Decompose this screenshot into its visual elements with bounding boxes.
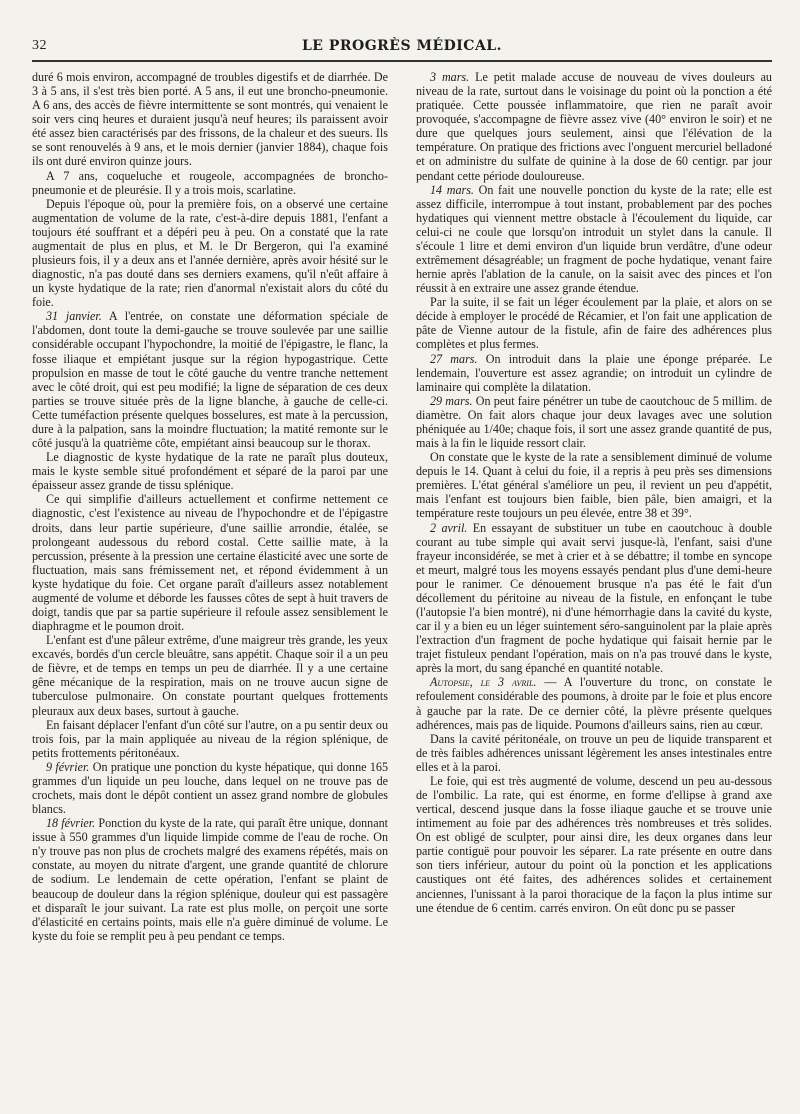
paragraph xyxy=(32,70,388,169)
journal-title: LE PROGRÈS MÉDICAL. xyxy=(301,38,503,54)
paragraph-text: Depuis l'époque où, pour la première fois, on a observé une certaine augmentation de volume de la rate, c'est-à-dire depuis 1881, l'enfant a toujours été souffrant et a dépéri peu à peu. On a constaté que la rate augmentait de plus en plus, et M. le Dr Bergeron, qui l'a examiné plusieurs fois, il y a deux ans et l'année dernière, après avoir hésité sur le diagnostic, n'a pas douté dans ses derniers examens, qu'il n'eût affaire à un kyste hydatique de la rate; rien d'anormal n'existait alors du côté du foie. xyxy=(32,196,388,310)
paragraph xyxy=(416,183,772,296)
paragraph-text: On introduit dans la plaie une éponge préparée. Le lendemain, l'ouverture est assez agrandie; on introduit un cylindre de laminaire qui complète la dilatation. xyxy=(416,351,773,394)
paragraph-text: Dans la cavité péritonéale, on trouve un peu de liquide transparent et de très faibles adhérences unissant légèrement les anses intestinales entre elles et à la paroi. xyxy=(416,731,772,774)
paragraph-text: En faisant déplacer l'enfant d'un côté sur l'autre, on a pu sentir deux ou trois fois, par la main appliquée au niveau de la région splénique, de petits frottements péritonéaux. xyxy=(32,717,388,760)
page xyxy=(32,38,772,943)
header-rule xyxy=(32,60,772,62)
paragraph-text: A l'entrée, on constate une déformation spéciale de l'abdomen, dont toute la demi-gauche se trouve soulevée par une saillie considérable occupant l'hypochondre, la moitié de l'épigastre, le flanc, la fosse iliaque et empiétant jusque sur la région hypogastrique. Cette propulsion en masse de tout le côté gauche du ventre tranche nettement avec le côté droit, qui est peu modifié; la ligne de séparation de ces deux parties se trouve située près de la ligne blanche, à gauche de celle-ci. Cette tuméfaction présente quelques bosselures, est mate à la percussion, dure à la palpation, sans la moindre fluctuation; la matité remonte sur le côté jusqu'à la quatrième côte, empiétant ainsi beaucoup sur le thorax. xyxy=(32,309,388,451)
paragraph xyxy=(32,760,388,816)
paragraph xyxy=(32,450,388,492)
paragraph xyxy=(32,169,388,197)
paragraph-text: A 7 ans, coqueluche et rougeole, accompagnées de broncho-pneumonie et de pleurésie. Il y a trois mois, scarlatine. xyxy=(32,168,388,197)
page-number: 32 xyxy=(32,38,47,53)
paragraph-text: On pratique une ponction du kyste hépatique, qui donne 165 grammes d'un liquide un peu louche, dans lequel on ne trouve pas de crochets, mais dont le dépôt contient un assez grand nombre de globules blancs. xyxy=(32,759,388,817)
paragraph-text: Le petit malade accuse de nouveau de vives douleurs au niveau de la rate, surtout dans le voisinage du point où la ponction a été pratiquée. Cette poussée inflammatoire, que rien ne paraît avoir provoquée, s'accompagne de fièvre assez vive (40° environ le soir) et ne dure que quelques jours seulement, ainsi que l'élévation de la température. On pratique des frictions avec l'onguent mercuriel belladoné et on administre du sulfate de quinine à la dose de 60 centigr. par jour pendant cette période douloureuse. xyxy=(416,70,772,183)
paragraph-text: — A l'ouverture du tronc, on constate le refoulement considérable des poumons, à droite par le foie et plus encore à gauche par la rate. De ce dernier côté, la plèvre présente quelques adhérences, mais pas de liquide. Poumons d'ailleurs sains, rien au cœur. xyxy=(416,675,773,732)
paragraph-text: duré 6 mois environ, accompagné de troubles digestifs et de diarrhée. De 3 à 5 ans, il s'est très bien porté. A 5 ans, il eut une broncho-pneumonie. A 6 ans, des accès de fièvre intermittente se sont montrés, qui venaient le soir vers cinq heures et duraient jusqu'à neuf heures; ils paraissent avoir été assez bien caractérisés par des frissons, de la chaleur et des sueurs. Ils se sont renouvelés à 9 ans, et le mois dernier (janvier 1884), chaque fois ils ont duré environ quinze jours. xyxy=(32,70,388,169)
text-columns xyxy=(32,70,772,943)
date-label: 3 mars. xyxy=(430,70,470,84)
date-label: 18 février. xyxy=(46,816,96,831)
paragraph xyxy=(416,394,772,450)
date-label: 9 février. xyxy=(46,759,90,774)
paragraph-text: Ce qui simplifie d'ailleurs actuellement et confirme nettement ce diagnostic, c'est l'existence au niveau de l'hypochondre et de l'épigastre droits, dans leur partie supérieure, d'une saillie arrondie, étalée, se prolongeant audessous du rebord costal. Cette saillie mate, à la percussion, présente à la pression une certaine élasticité avec une sorte de fluctuation, mais sans frémissement net, et répond évidemment à un kyste hydatique du foie. Cet organe paraît d'ailleurs assez notablement augmenté de volume et déborde les fausses côtes de sept à huit travers de doigt, tandis que par sa partie supérieure il refoule assez sensiblement le diaphragme et le poumon droit. xyxy=(32,492,388,634)
right-column xyxy=(416,70,772,943)
paragraph-text: On constate que le kyste de la rate a sensiblement diminué de volume depuis le 14. Quant à celui du foie, il a repris à peu près ses dimensions premières. L'état général s'améliore un peu, il revient un peu d'appétit, mais l'enfant est toujours bien faible, bien pâle, bien amaigri, et la température reste toujours un peu élevée, entre 38 et 39°. xyxy=(416,450,772,521)
paragraph-text: L'enfant est d'une pâleur extrême, d'une maigreur très grande, les yeux excavés, bordés d'un cercle bleuâtre, sans appétit. Chaque soir il a un peu de fièvre, et de temps en temps un peu de diarrhée. Il y a une certaine gêne mécanique de la respiration, mais on ne trouve aucun signe de tuberculose pulmonaire. On constate pourtant quelques frottements pleuraux aux deux bases, surtout à gauche. xyxy=(32,633,388,718)
date-label: 27 mars. xyxy=(430,351,478,366)
date-label: 29 mars. xyxy=(430,393,473,408)
paragraph xyxy=(416,521,772,676)
paragraph xyxy=(416,295,772,351)
paragraph xyxy=(416,450,772,520)
date-label: 31 janvier. xyxy=(46,309,102,324)
paragraph xyxy=(32,309,388,450)
paragraph xyxy=(416,774,772,915)
page-header xyxy=(32,38,772,54)
date-label: 14 mars. xyxy=(430,182,474,197)
paragraph xyxy=(416,352,772,394)
date-label: 2 avril. xyxy=(430,520,468,535)
paragraph xyxy=(32,492,388,633)
paragraph xyxy=(32,197,388,310)
paragraph-text: Le diagnostic de kyste hydatique de la rate ne paraît plus douteux, mais le kyste semble situé profondément et séparé de la paroi par une épaisseur assez grande de tissu splénique. xyxy=(32,450,388,493)
paragraph xyxy=(416,675,772,731)
paragraph-text: Le foie, qui est très augmenté de volume, descend un peu au-dessous de l'ombilic. La rate, qui est énorme, en forme d'ellipse à grand axe vertical, descend jusque dans la fosse iliaque gauche et se trouve unie intimement au foie par des adhérences très nombreuses et très solides. On est obligé de sculpter, pour ainsi dire, les deux organes dans leur partie contiguë pour pouvoir les séparer. La rate présente en outre dans son tiers inférieur, autour du point où la ponction et les applications caustiques ont été faites, des adhérences solides et certainement anciennes, l'unissant à la paroi thoracique de la façon la plus intime sur une étendue de 6 centim. carrés environ. On eût donc pu se passer xyxy=(416,773,772,915)
paragraph xyxy=(32,718,388,760)
paragraph xyxy=(32,816,388,943)
paragraph-text: Ponction du kyste de la rate, qui paraît être unique, donnant issue à 550 grammes d'un liquide limpide comme de l'eau de roche. On n'y trouve pas non plus de crochets malgré des examens répétés, mais on constate, au moyen du nitrate d'argent, une grande quantité de chlorure de sodium. Le lendemain de cette opération, l'enfant se plaint de beaucoup de douleur dans la région splénique, douleur qui est passagère et disparaît le jour suivant. La rate est plus molle, on perçoit une sorte d'élasticité en certains points, mais elle n'a guère diminué de volume. Le kyste du foie se remplit peu à peu pendant ce temps. xyxy=(32,816,388,943)
paragraph xyxy=(416,70,772,183)
paragraph xyxy=(416,732,772,774)
left-column xyxy=(32,70,388,943)
paragraph-text: Par la suite, il se fait un léger écoulement par la plaie, et alors on se décide à employer le procédé de Récamier, et l'on fait une application de pâte de Vienne autour de la fistule, afin de faire des adhérences plus complètes et plus fermes. xyxy=(416,295,772,352)
paragraph-text: On fait une nouvelle ponction du kyste de la rate; elle est assez difficile, interrompue à tout instant, probablement par des poches hydatiques qui viennent mettre obstacle à l'écoulement du liquide, car celui-ci ne coule que lorsqu'on introduit un stylet dans la canule. Il s'écoule 1 litre et demi environ d'un liquide brun verdâtre, d'une odeur extrêmement désagréable; un fragment de poche hydatique, venant faire hernie après l'ablation de la canule, on la saisit avec des pinces et l'on réussit à en extraire une assez grande étendue. xyxy=(416,182,772,296)
paragraph-text: En essayant de substituer un tube en caoutchouc à double courant au tube simple qui avait servi jusque-là, l'enfant, saisi d'une frayeur inconsidérée, se met à crier et à se débattre; il tombe en syncope et meurt, malgré tous les moyens essayés pendant plus d'une demi-heure pour le ranimer. Ce dénouement brusque n'a pas été le fait d'un décollement du péritoine au niveau de la fistule, en enfonçant le tube (l'autopsie l'a bien montré), ni d'une hémorrhagie dans la cavité du kyste, car il y a bien eu un léger suintement séro-sanguinolent par la plaie après l'extraction d'un fragment de poche hydatique qui faisait hernie par le trajet fistuleux pendant l'opération, mais on n'a pas trouvé dans le kyste, après la mort, du sang épanché en quantité notable. xyxy=(416,520,772,676)
paragraph xyxy=(32,633,388,717)
date-label: Autopsie, le 3 avril. xyxy=(430,675,537,690)
paragraph-text: On peut faire pénétrer un tube de caoutchouc de 5 millim. de diamètre. On fait alors chaque jour deux lavages avec une solution phéniquée au 1/40e; chaque fois, il sort une assez grande quantité de pus, mais à la fin le liquide ressort clair. xyxy=(416,393,772,451)
